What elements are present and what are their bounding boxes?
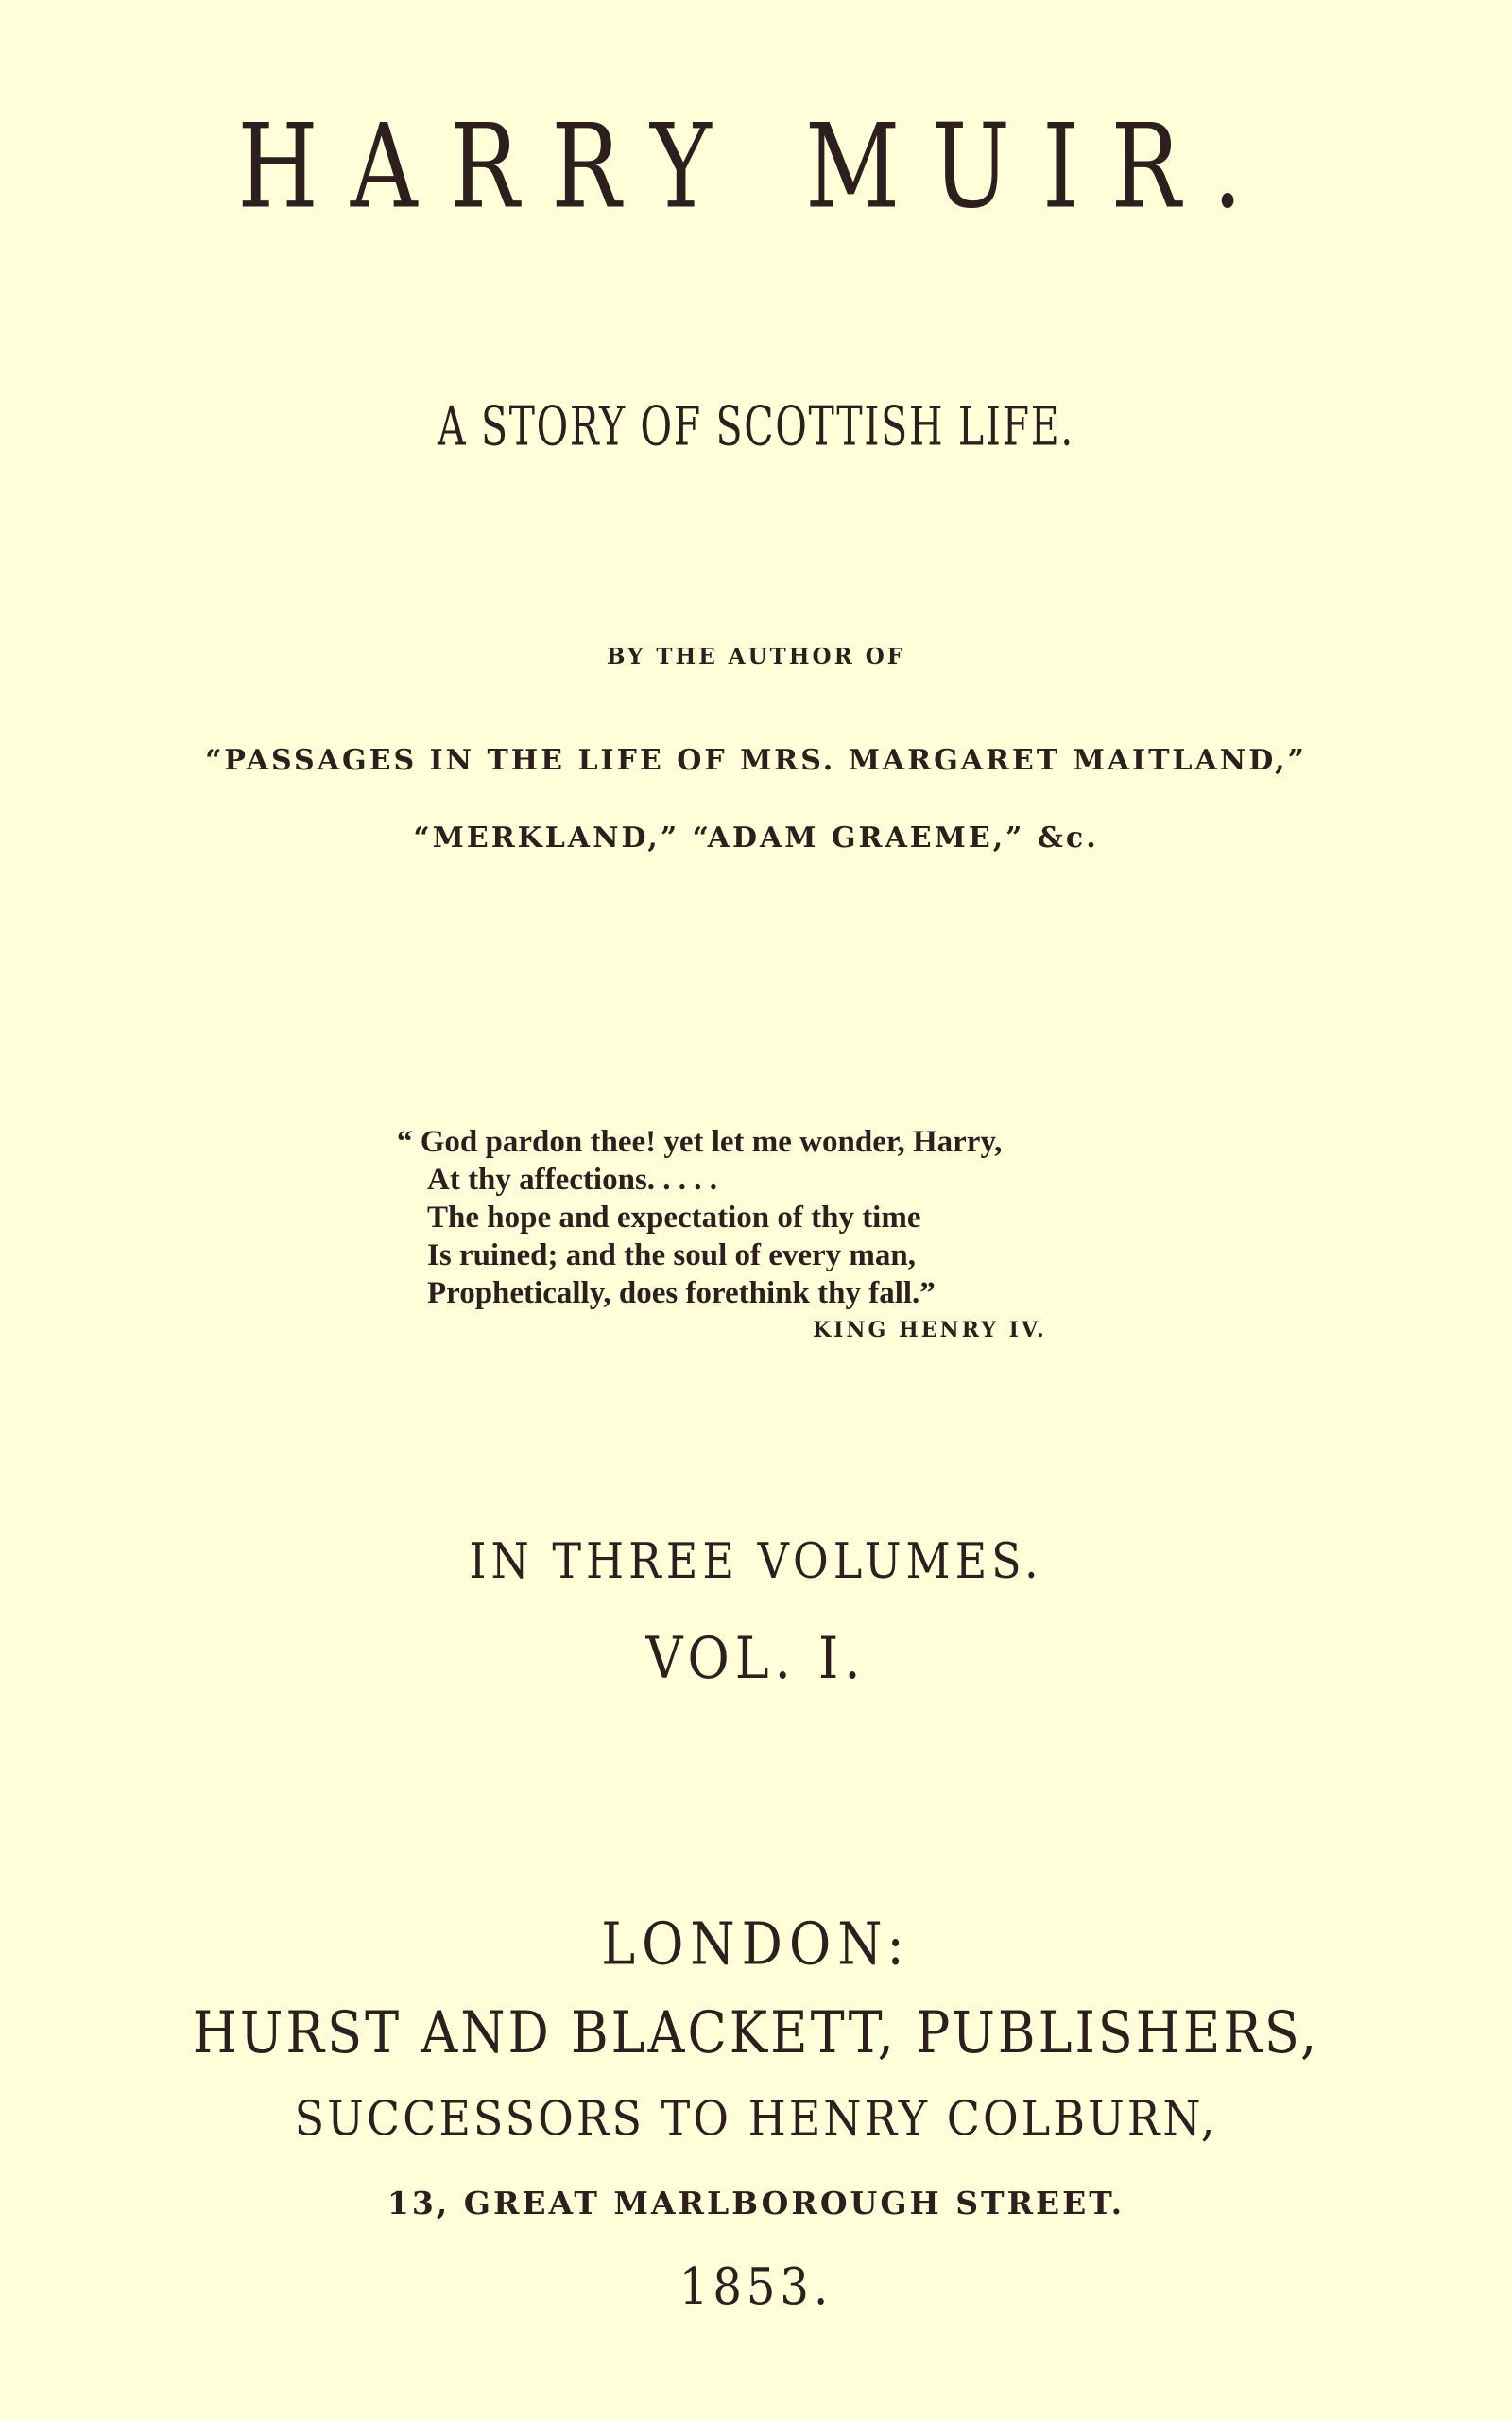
epigraph-line: Is ruined; and the soul of every man,: [427, 1238, 917, 1272]
epigraph-attribution: KING HENRY IV.: [813, 1318, 1047, 1342]
imprint-city: LONDON:: [601, 1910, 911, 1979]
imprint-address: 13, GREAT MARLBOROUGH STREET.: [387, 2185, 1125, 2221]
epigraph: [397, 1123, 1077, 1312]
epigraph-line: The hope and expectation of thy time: [427, 1201, 921, 1235]
previous-works-line-2: “MERKLAND,” “ADAM GRAEME,” &c.: [413, 821, 1099, 855]
book-subtitle: A STORY OF SCOTTISH LIFE.: [438, 394, 1074, 458]
epigraph-line: At thy affections. . . . .: [427, 1163, 718, 1197]
byline: BY THE AUTHOR OF: [606, 644, 906, 669]
volumes-count: IN THREE VOLUMES.: [469, 1531, 1043, 1590]
book-title: HARRY MUIR.: [237, 99, 1275, 235]
previous-works-line-1: “PASSAGES IN THE LIFE OF MRS. MARGARET MAITLAND,”: [205, 744, 1307, 777]
imprint-year: 1853.: [679, 2256, 833, 2317]
imprint-publisher: HURST AND BLACKETT, PUBLISHERS,: [192, 1999, 1320, 2066]
volume-number: VOL. I.: [645, 1625, 867, 1692]
epigraph-line: “ God pardon thee! yet let me wonder, Harry,: [397, 1125, 1003, 1159]
imprint-successors: SUCCESSORS TO HENRY COLBURN,: [294, 2090, 1218, 2147]
epigraph-line: Prophetically, does forethink thy fall.”: [427, 1276, 936, 1310]
